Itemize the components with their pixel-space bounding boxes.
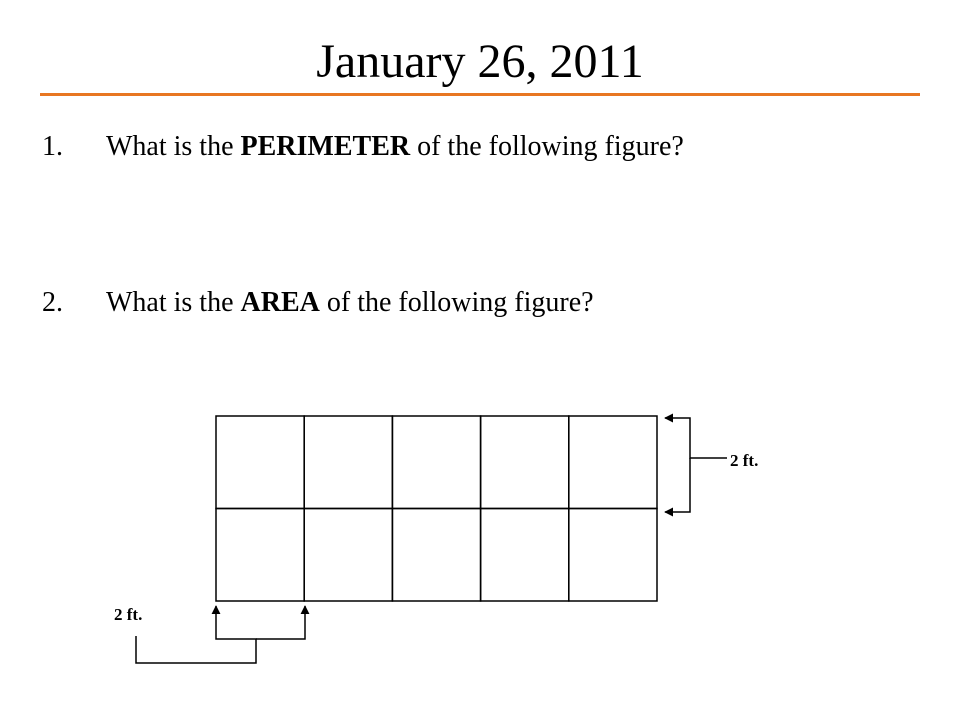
grid-cell xyxy=(392,509,480,602)
grid-cell xyxy=(481,509,569,602)
question-suffix: of the following figure? xyxy=(319,287,594,318)
question-prefix: What is the xyxy=(106,131,241,162)
grid-cell xyxy=(216,416,304,509)
grid-cell xyxy=(569,509,657,602)
question-suffix: of the following figure? xyxy=(410,131,684,162)
question-keyword: AREA xyxy=(240,287,320,318)
question-keyword: PERIMETER xyxy=(240,131,411,162)
right-dimension-label: 2 ft. xyxy=(730,451,759,470)
question-prefix: What is the xyxy=(106,287,241,318)
bottom-dimension-bracket xyxy=(136,606,305,663)
grid-cell xyxy=(216,509,304,602)
grid-cell xyxy=(304,509,392,602)
grid-cell xyxy=(481,416,569,509)
right-dimension-bracket xyxy=(665,418,727,512)
grid-cell xyxy=(304,416,392,509)
slide-title: January 26, 2011 xyxy=(316,35,644,88)
question-number: 2. xyxy=(42,287,63,318)
question-number: 1. xyxy=(42,131,63,162)
bottom-dimension-label: 2 ft. xyxy=(114,605,143,624)
grid xyxy=(216,416,657,601)
grid-cell xyxy=(392,416,480,509)
grid-cell xyxy=(569,416,657,509)
